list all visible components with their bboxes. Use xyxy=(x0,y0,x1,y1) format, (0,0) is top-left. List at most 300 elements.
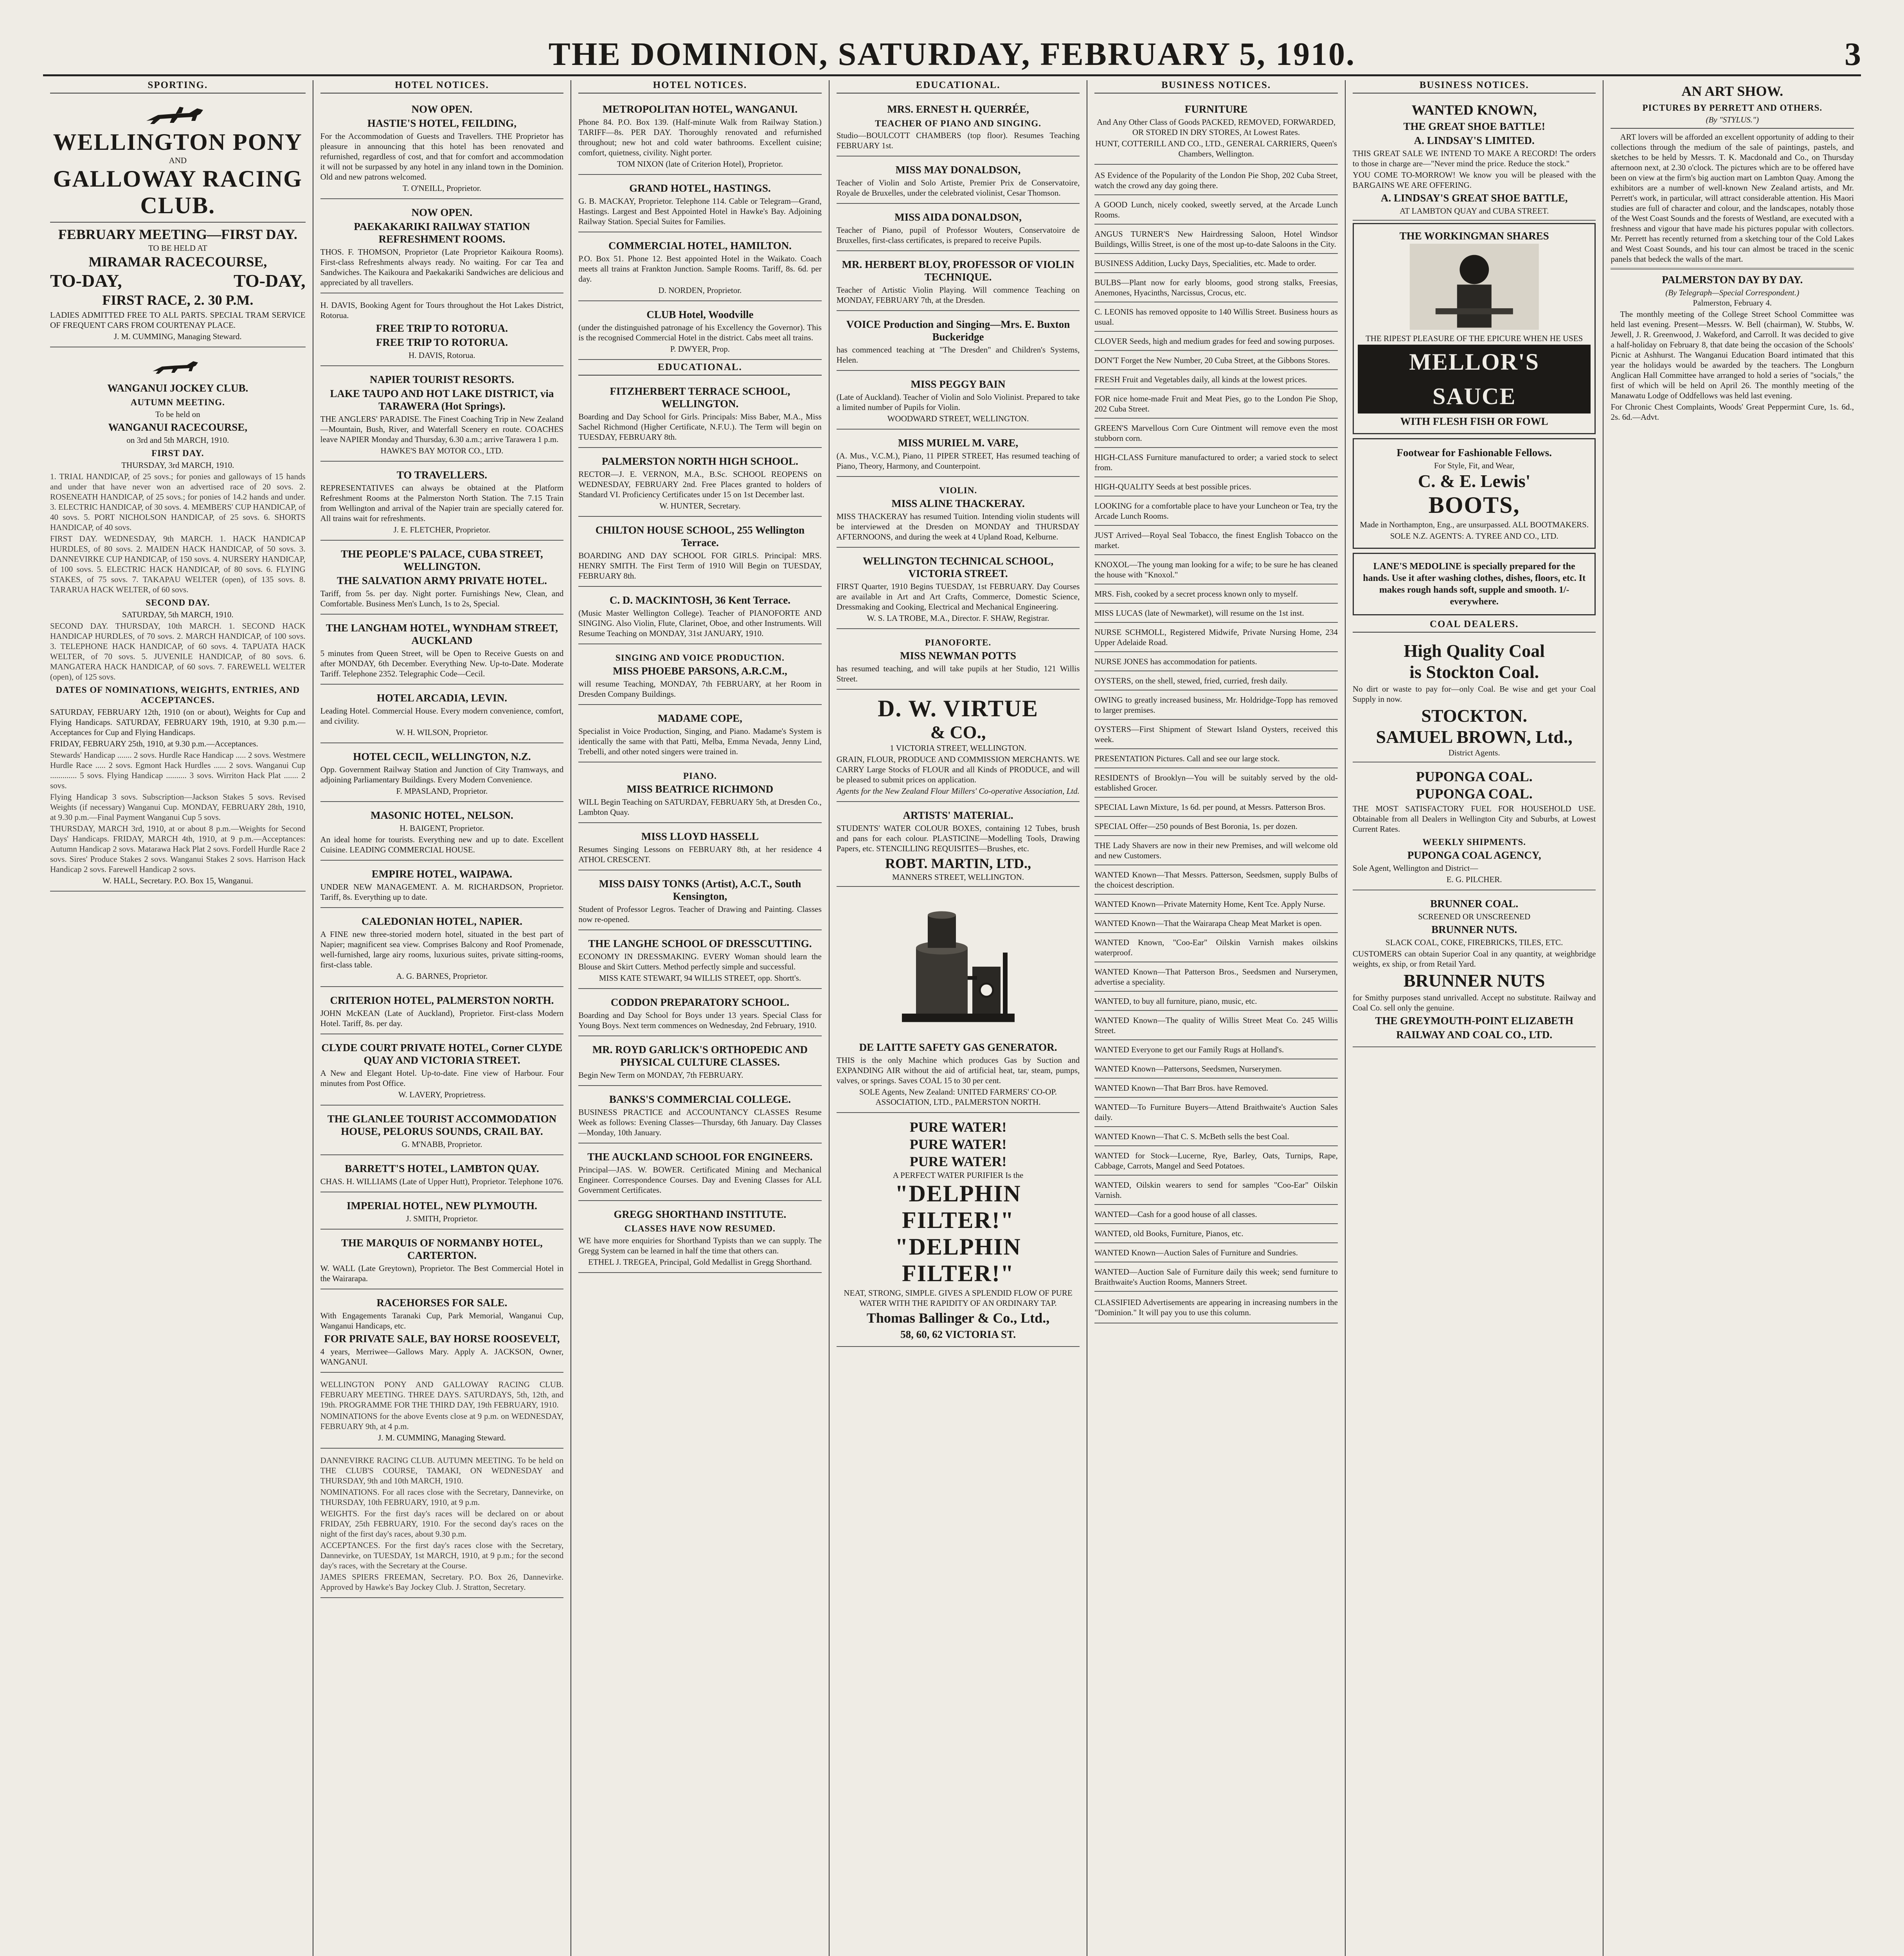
ad-heading: PUPONGA COAL. xyxy=(1416,769,1533,784)
company-name: A. LINDSAY'S GREAT SHOE BATTLE, xyxy=(1380,192,1568,204)
wanganui-course: WANGANUI RACECOURSE, xyxy=(108,421,248,433)
ad-heading: CLASSES HAVE NOW RESUMED. xyxy=(624,1224,776,1233)
classified-item: DON'T Forget the New Number, 20 Cuba Street, at the Gibbons Stores. xyxy=(1094,352,1338,370)
ad-body: And Any Other Class of Goods PACKED, REMOVED, FORWARDED, OR STORED IN DRY STORES, At Lowest Rates. xyxy=(1097,117,1336,137)
article-body: ART lovers will be afforded an excellent opportunity of adding to their collections through the medium of the sale of paintings, pastels, and sketches to be held by Messrs. T. K. Macdonald and Co., on Thursday afternoon next, at 2.30 o'clock. The pictures which are to be offered have been on view at the firm's big auction mart on Lambton Quay. Among the exhibitors are a number of well-known New Zealand artists, and Mr. Perrett's work, in particular, will attract considerable attention. His Maori studies are full of character and colour, and the landscapes, notably those of the West Coast Sounds and the forests of Westland, are executed with a freshness and vigour that have made his pictures popular with collectors. Mr. Perrett has recently returned from a sketching tour of the Cold Lakes and West Coast Sounds, and his tour can almost be traced in the scenic panels that bedeck the walls of the mart. xyxy=(1611,132,1854,264)
school-name: CODDON PREPARATORY SCHOOL. xyxy=(610,996,790,1008)
held-at: TO BE HELD AT xyxy=(148,243,207,253)
classified-item: SPECIAL Lawn Mixture, 1s 6d. per pound, at Messrs. Patterson Bros. xyxy=(1094,799,1338,817)
section-heading: COAL DEALERS. xyxy=(1353,619,1596,633)
ad-body: G. B. MACKAY, Proprietor. Telephone 114. Cable or Telegram—Grand, Hastings. Largest and Best Appointed Hotel in Hawke's Bay. Adjoining Railway Station. Special Suites for Families. xyxy=(578,196,822,226)
teacher-name: VOICE Production and Singing—Mrs. E. Buxton Buckeridge xyxy=(846,318,1070,343)
pony-club-programme: WELLINGTON PONY AND GALLOWAY RACING CLUB. FEBRUARY MEETING. THREE DAYS. SATURDAYS, 5th, 12th, and 19th. PROGRAMME FOR THE THIRD DAY, 19th FEBRUARY, 1910. xyxy=(320,1380,564,1409)
school-name: MR. ROYD GARLICK'S ORTHOPEDIC AND PHYSICAL CULTURE CLASSES. xyxy=(592,1044,808,1068)
classified-item: A GOOD Lunch, nicely cooked, sweetly served, at the Arcade Lunch Rooms. xyxy=(1094,196,1338,225)
stockton-coal-ad xyxy=(1353,637,1596,762)
classified-item: WANTED for Stock—Lucerne, Rye, Barley, Oats, Turnips, Rape, Cabbage, Carrots, Mangel and Seed Potatoes. xyxy=(1094,1147,1338,1176)
ad-heading: PIANO. xyxy=(683,771,717,781)
race-list: 1. TRIAL HANDICAP, of 25 sovs.; for ponies and galloways of 15 hands and under that have never won an advertised race of 20 sovs. 2. ROSENEATH HANDICAP, of 25 sovs.; for ponies of 14.2 hands and under. 3. ELECTRIC HANDICAP, of 30 sovs. 4. MEMBERS' CUP HANDICAP, of 40 sovs. 5. PORT NICHOLSON HANDICAP, of 25 sovs. 6. SHORTS HANDICAP, of 40 sovs. xyxy=(50,472,306,532)
teacher-name: MISS MAY DONALDSON, xyxy=(895,164,1021,176)
classified-item: HIGH-CLASS Furniture manufactured to order; a varied stock to select from. xyxy=(1094,449,1338,477)
company-name: D. W. VIRTUE xyxy=(878,696,1039,721)
teacher-name: MISS DAISY TONKS (Artist), A.C.T., South Kensington, xyxy=(599,878,801,902)
ad-signature: H. BAIGENT, Proprietor. xyxy=(400,823,484,833)
product-name: BRUNNER NUTS xyxy=(1403,971,1545,991)
first-day-heading: FIRST DAY. xyxy=(151,448,204,458)
club-name-and: AND xyxy=(169,156,187,165)
ad-body: BOARDING AND DAY SCHOOL FOR GIRLS. Principal: MRS. HENRY SMITH. The First Term of 1910 Will Begin on TUESDAY, FEBRUARY 8th. xyxy=(578,551,822,581)
ad-body: Teacher of Artistic Violin Playing. Will commence Teaching on MONDAY, FEBRUARY 7th, at the Dresden. xyxy=(836,285,1080,305)
hotel-name: PAEKAKARIKI RAILWAY STATION REFRESHMENT ROOMS. xyxy=(354,221,530,245)
advertisement-line: For Chronic Chest Complaints, Woods' Great Peppermint Cure, 1s. 6d., 2s. 6d.—Advt. xyxy=(1611,402,1854,422)
classified-item: JUST Arrived—Royal Seal Tobacco, the finest English Tobacco on the market. xyxy=(1094,527,1338,555)
column-heading: HOTEL NOTICES. xyxy=(578,80,822,93)
ad-signature: SOLE Agents, New Zealand: UNITED FARMERS' CO-OP. ASSOCIATION, LTD., PALMERSTON NORTH. xyxy=(859,1087,1057,1107)
ad-signature: G. M'NABB, Proprietor. xyxy=(401,1140,482,1149)
classified-list xyxy=(1094,167,1338,1292)
ad-heading: FREE TRIP TO ROTORUA. xyxy=(376,336,508,348)
ad-signature: A. G. BARNES, Proprietor. xyxy=(396,971,488,981)
ad-signature: P. DWYER, Prop. xyxy=(670,344,730,354)
wanganui-held: To be held on xyxy=(155,410,200,419)
hotel-name: THE MARQUIS OF NORMANBY HOTEL, CARTERTON. xyxy=(341,1237,543,1261)
classified-item: PRESENTATION Pictures. Call and see our large stock. xyxy=(1094,750,1338,768)
article-byline: (By "STYLUS.") xyxy=(1706,115,1759,124)
product-name: SAUCE xyxy=(1358,379,1591,413)
classified-item: WANTED, to buy all furniture, piano, music, etc. xyxy=(1094,993,1338,1011)
school-name: GREGG SHORTHAND INSTITUTE. xyxy=(614,1208,786,1220)
ad-body: CHAS. H. WILLIAMS (Late of Upper Hutt), Proprietor. Telephone 1076. xyxy=(320,1177,563,1186)
ad-body: Specialist in Voice Production, Singing, and Piano. Madame's System is identically the same with that Patti, Melba, Emma Nevada, Jenny Lind, Trebelli, and other noted singers were trained in. xyxy=(578,726,822,756)
school-name: FITZHERBERT TERRACE SCHOOL, WELLINGTON. xyxy=(610,385,790,410)
ad-heading: PURE WATER! xyxy=(909,1119,1007,1135)
school-name: BANKS'S COMMERCIAL COLLEGE. xyxy=(609,1093,791,1105)
club-name-line1: WELLINGTON PONY xyxy=(53,129,302,155)
hotel-name: HOTEL ARCADIA, LEVIN. xyxy=(376,692,507,704)
classified-item: WANTED Known—That the Wairarapa Cheap Meat Market is open. xyxy=(1094,915,1338,933)
ad-signature: District Agents. xyxy=(1448,748,1500,757)
race-list: FIRST DAY. WEDNESDAY, 9th MARCH. 1. HACK HANDICAP HURDLES, of 80 sovs. 2. MAIDEN HACK HANDICAP, of 50 sovs. 3. DANNEVIRKE CUP HANDICAP, of 150 sovs. 4. NURSERY HANDICAP, of 100 sovs. 5. ELECTRIC HACK HANDICAP, of 80 sovs. 6. FLYING STAKES, of 75 sovs. 7. TAKAPAU WELTER (open), of 135 sovs. 8. TARARUA HACK WELTER, of 60 sovs. xyxy=(50,534,306,594)
school-name: PALMERSTON NORTH HIGH SCHOOL. xyxy=(601,455,799,467)
hotel-name: THE LANGHAM HOTEL, WYNDHAM STREET, AUCKLAND xyxy=(326,622,558,646)
ad-body: THOS. F. THOMSON, Proprietor (Late Proprietor Kaikoura Rooms). First-class Refreshments always ready. No waiting. For car Tea and Sandwiches. The Kaikoura and Paekakariki Sandwiches are delicious and appreciated by all travellers. xyxy=(320,247,564,287)
ad-signature: E. G. PILCHER. xyxy=(1446,875,1502,884)
first-race-time: FIRST RACE, 2. 30 P.M. xyxy=(102,292,254,308)
newspaper-title: THE DOMINION, SATURDAY, FEBRUARY 5, 1910. xyxy=(548,36,1356,72)
racecourse-name: MIRAMAR RACECOURSE, xyxy=(88,254,267,270)
ad-heading: DE LAITTE SAFETY GAS GENERATOR. xyxy=(859,1041,1057,1053)
hotel-name: COMMERCIAL HOTEL, HAMILTON. xyxy=(608,240,792,252)
ad-body: CLASSIFIED Advertisements are appearing in increasing numbers in the "Dominion." It will pay you to use this column. xyxy=(1094,1298,1338,1317)
ad-heading: PURE WATER! xyxy=(909,1154,1007,1169)
ad-body: Leading Hotel. Commercial House. Every modern convenience, comfort, and civility. xyxy=(320,706,564,726)
ad-body: THIS is the only Machine which produces Gas by Suction and EXPANDING AIR without the aid of artificial heat, tar, steam, pumps, valves, or springs. Saves COAL 15 to 30 per cent. xyxy=(836,1055,1080,1085)
ad-heading: NOW OPEN. xyxy=(411,207,473,218)
company-name: PUPONGA COAL AGENCY, xyxy=(1407,849,1541,861)
classified-item: WANTED Known—That Patterson Bros., Seedsmen and Nurserymen, advertise a speciality. xyxy=(1094,964,1338,992)
hotel-name: CALEDONIAN HOTEL, NAPIER. xyxy=(361,915,522,927)
ad-subheading: For Style, Fit, and Wear, xyxy=(1434,461,1515,470)
ad-subheading: A. LINDSAY'S LIMITED. xyxy=(1414,135,1535,146)
company-address: MANNERS STREET, WELLINGTON. xyxy=(892,872,1024,882)
column-business-2 xyxy=(1346,80,1604,1956)
column-heading: BUSINESS NOTICES. xyxy=(1353,80,1596,93)
article-body: The monthly meeting of the College Street School Committee was held last evening. Present—Messrs. W. Bell (chairman), W. Stubbs, W. Jewell, J. R. Greenwood, J. Wakeford, and Carroll. It was decided to give a half-holiday on February 8, that date being the occasion of the Schools' Picnic at Ashhurst. The Wanganui Education Board intimated that this year the holidays would be awarded by the teachers. The Longburn Anglican Hall Committee have arranged to hold a series of "socials," the first of which will be held on April 26. The monthly meeting of the Manawatu Lodge of Oddfellows was held last evening. xyxy=(1611,309,1854,400)
racehorse-icon xyxy=(139,101,217,129)
classified-item: RESIDENTS of Brooklyn—You will be suitably served by the old-established Grocer. xyxy=(1094,769,1338,798)
ad-body: YOU COME TO-MORROW! We know you will be pleased with the BARGAINS WE ARE OFFERING. xyxy=(1352,170,1596,190)
ad-signature: W. LAVERY, Proprietress. xyxy=(398,1090,486,1099)
classified-item: BUSINESS Addition, Lucky Days, Specialities, etc. Made to order. xyxy=(1094,255,1338,273)
ad-signature: WOODWARD STREET, WELLINGTON. xyxy=(887,414,1029,423)
second-day-heading: SECOND DAY. xyxy=(146,598,210,608)
hotel-name: CLUB Hotel, Woodville xyxy=(646,309,754,320)
ad-signature: J. E. FLETCHER, Proprietor. xyxy=(393,525,491,534)
brunner-coal-ad xyxy=(1353,893,1596,1047)
ad-heading: ARTISTS' MATERIAL. xyxy=(903,809,1013,821)
school-name: THE AUCKLAND SCHOOL FOR ENGINEERS. xyxy=(587,1151,813,1163)
teacher-name: MISS NEWMAN POTTS xyxy=(900,650,1017,662)
hotel-name: METROPOLITAN HOTEL, WANGANUI. xyxy=(602,103,798,115)
puponga-coal-ad xyxy=(1353,765,1596,890)
wanganui-title: WANGANUI JOCKEY CLUB. xyxy=(107,382,248,394)
wellington-pony-ad xyxy=(50,98,306,347)
ad-heading: FURNITURE xyxy=(1184,103,1248,115)
nominations-close: NOMINATIONS for the above Events close at 9 p.m. on WEDNESDAY, FEBRUARY 9th, at 4 p.m. xyxy=(320,1411,564,1431)
section-heading: EDUCATIONAL. xyxy=(578,362,822,376)
classified-item: NURSE SCHMOLL, Registered Midwife, Private Nursing Home, 234 Upper Adelaide Road. xyxy=(1094,624,1338,652)
ad-signature: J. SMITH, Proprietor. xyxy=(406,1214,478,1223)
ad-body: (A. Mus., V.C.M.), Piano, 11 PIPER STREET, Has resumed teaching of Piano, Theory, Harmony, and Counterpoint. xyxy=(836,451,1080,471)
ad-signature: TOM NIXON (late of Criterion Hotel), Proprietor. xyxy=(617,159,783,169)
nominations-body: SATURDAY, FEBRUARY 12th, 1910 (on or about), Weights for Cup and Flying Handicaps. SATURDAY, FEBRUARY 19th, 1910, at 9.30 p.m.—Acceptances for Cup and Flying Handicaps. xyxy=(50,707,306,737)
classified-item: WANTED Known—Auction Sales of Furniture and Sundries. xyxy=(1094,1244,1338,1262)
lewis-boots-ad xyxy=(1353,438,1596,549)
company-address: 1 VICTORIA STREET, WELLINGTON. xyxy=(890,743,1026,753)
classified-item: WANTED Known—The quality of Willis Street Meat Co. 245 Willis Street. xyxy=(1094,1012,1338,1040)
ad-subheading: WEEKLY SHIPMENTS. xyxy=(1422,837,1526,847)
ad-body: Principal—JAS. W. BOWER. Certificated Mining and Mechanical Engineer. Correspondence Courses. Day and Evening Classes for ALL Government Certificates. xyxy=(578,1165,822,1195)
ad-body: Tariff, from 5s. per day. Night porter. Furnishings New, Clean, and Comfortable. Business Men's Lunch, 1s to 2s, Special. xyxy=(320,589,564,608)
hotel-name: HASTIE'S HOTEL, FEILDING, xyxy=(367,117,516,129)
product-name: BOOTS, xyxy=(1428,492,1520,518)
ad-body: FIRST Quarter, 1910 Begins TUESDAY, 1st FEBRUARY. Day Courses are available in Art and Art Crafts, Commerce, Domestic Science, Dressmaking and Cooking, Electrical and Mechanical Engineering. xyxy=(836,582,1080,611)
lanes-medoline-ad xyxy=(1353,553,1596,615)
teacher-name: MR. HERBERT BLOY, PROFESSOR OF VIOLIN TECHNIQUE. xyxy=(842,259,1074,283)
hotel-name: THE GLANLEE TOURIST ACCOMMODATION HOUSE, PELORUS SOUNDS, CRAIL BAY. xyxy=(327,1113,557,1137)
ad-heading: VIOLIN. xyxy=(939,485,977,495)
classified-item: BULBS—Plant now for early blooms, good strong stalks, Freesias, Anemones, Hyacinths, Narcissus, Crocus, etc. xyxy=(1094,274,1338,302)
column-heading: EDUCATIONAL. xyxy=(837,80,1080,93)
classified-item: MRS. Fish, cooked by a secret process known only to myself. xyxy=(1094,586,1338,604)
hotel-name: EMPIRE HOTEL, WAIPAWA. xyxy=(371,868,512,880)
programme-list: Stewards' Handicap ....... 2 sovs. Hurdle Race Handicap ..... 2 sovs. Westmere Hurdle Race ..... 2 sovs. Egmont Hack Hurdles ...... 2 sovs. Wanganui Cup ............. 5 sovs. Flying Handicap .......... 3 sovs. Wirriton Hack Plat ....... 2 sovs. xyxy=(50,750,306,790)
column-educational xyxy=(830,80,1088,1956)
ad-signature: HAWKE'S BAY MOTOR CO., LTD. xyxy=(380,446,504,455)
lindsay-ad xyxy=(1353,98,1596,221)
ad-subheading: THE SALVATION ARMY PRIVATE HOTEL. xyxy=(337,575,547,586)
ad-body: THE MOST SATISFACTORY FUEL FOR HOUSEHOLD USE. Obtainable from all Dealers in Wellington City and Suburbs, at Lowest Current Rates. xyxy=(1352,804,1596,834)
teacher-name: MISS PHOEBE PARSONS, A.R.C.M., xyxy=(613,665,787,677)
ad-body: W. WALL (Late Greytown), Proprietor. The Best Commercial Hotel in the Wairarapa. xyxy=(320,1264,564,1283)
ad-heading: is Stockton Coal. xyxy=(1409,662,1539,682)
teacher-name: MISS PEGGY BAIN xyxy=(911,378,1006,390)
today-right: TO-DAY, xyxy=(233,271,306,291)
dannevirke-acceptances: ACCEPTANCES. For the first day's races close with the Secretary, Dannevirke, on TUESDAY, 1st MARCH, 1910, at 9 p.m.; for the second day's races, with the Secretary at the Course. xyxy=(320,1541,564,1570)
ad-subheading: SCREENED OR UNSCREENED xyxy=(1418,912,1531,921)
classified-item: CLOVER Seeds, high and medium grades for feed and sowing purposes. xyxy=(1094,333,1338,351)
column-business-1 xyxy=(1087,80,1346,1956)
ad-signature: SOLE N.Z. AGENTS: A. TYREE AND CO., LTD. xyxy=(1390,531,1558,541)
teacher-name: MISS MURIEL M. VARE, xyxy=(898,437,1019,449)
classified-item: GREEN'S Marvellous Corn Cure Ointment will remove even the most stubborn corn. xyxy=(1094,420,1338,448)
ad-heading: WANTED KNOWN, xyxy=(1411,102,1537,118)
ad-body: BUSINESS PRACTICE and ACCOUNTANCY CLASSES Resume Week as follows: Evening Classes—Thursday, 6th January. Day Classes—Monday, 10th January. xyxy=(578,1107,822,1137)
ad-signature: HUNT, COTTERILL AND CO., LTD., GENERAL CARRIERS, Queen's Chambers, Wellington. xyxy=(1095,139,1337,158)
ad-body: A New and Elegant Hotel. Up-to-date. Fine view of Harbour. Four minutes from Post Office. xyxy=(320,1068,564,1088)
racehorse-icon xyxy=(146,353,209,380)
ad-signature: W. S. LA TROBE, M.A., Director. F. SHAW, Registrar. xyxy=(867,613,1049,623)
classified-item: SPECIAL Offer—250 pounds of Best Boronia, 1s. per dozen. xyxy=(1094,818,1338,836)
ladies-notice: LADIES ADMITTED FREE TO ALL PARTS. SPECIAL TRAM SERVICE OF FREQUENT CARS FROM COURTENAY PLACE. xyxy=(50,310,306,330)
classified-item: WANTED Known—Private Maternity Home, Kent Tce. Apply Nurse. xyxy=(1094,896,1338,914)
workman-illustration xyxy=(1358,244,1591,330)
ad-body: Teacher of Piano, pupil of Professor Wouters, Conservatoire de Bruxelles, first-class certificates, is prepared to receive Pupils. xyxy=(836,225,1080,245)
ad-signature: W. H. WILSON, Proprietor. xyxy=(396,728,488,737)
ad-body: Boarding and Day School for Boys under 13 years. Special Class for Young Boys. Next term commences on Wednesday, 2nd February, 1910. xyxy=(578,1010,822,1030)
ad-heading: Footwear for Fashionable Fellows. xyxy=(1397,447,1552,458)
ad-body: (Music Master Wellington College). Teacher of PIANOFORTE AND SINGING. Also Violin, Flute, Clarinet, Oboe, and other Instruments. Will Resume Teaching on MONDAY, 31st JANUARY, 1910. xyxy=(578,608,822,638)
classified-item: FRESH Fruit and Vegetables daily, all kinds at the lowest prices. xyxy=(1094,371,1338,389)
teacher-name: MISS AIDA DONALDSON, xyxy=(894,211,1022,223)
ad-subheading: THE RIPEST PLEASURE OF THE EPICURE WHEN HE USES xyxy=(1365,334,1583,343)
ad-body: UNDER NEW MANAGEMENT. A. M. RICHARDSON, Proprietor. Tariff, 8s. Everything up to date. xyxy=(320,882,564,902)
wanganui-jockey-club-ad xyxy=(50,350,306,892)
virtue-ad xyxy=(837,692,1080,802)
school-name: THE LANGHE SCHOOL OF DRESSCUTTING. xyxy=(588,938,812,949)
hotel-name: NAPIER TOURIST RESORTS. xyxy=(369,374,514,385)
ad-heading: RACEHORSES FOR SALE. xyxy=(376,1297,507,1309)
ad-body: 4 years, Merriwee—Gallows Mary. Apply A. JACKSON, Owner, WANGANUI. xyxy=(320,1347,564,1366)
ad-heading: BRUNNER NUTS. xyxy=(1431,924,1517,935)
classified-item: OYSTERS, on the shell, stewed, fried, curried, fresh daily. xyxy=(1094,672,1338,690)
ad-heading: THE WORKINGMAN SHARES xyxy=(1399,230,1549,242)
article-dateline: Palmerston, February 4. xyxy=(1693,298,1772,307)
ad-body: Resumes Singing Lessons on FEBRUARY 8th, at her residence 4 ATHOL CRESCENT. xyxy=(578,845,822,864)
teacher-name: MISS ALINE THACKERAY. xyxy=(891,498,1025,509)
company-name: ROBT. MARTIN, LTD., xyxy=(885,856,1031,871)
wanganui-dates: on 3rd and 5th MARCH, 1910. xyxy=(126,435,229,445)
classified-item: WANTED—Cash for a good house of all classes. xyxy=(1094,1206,1338,1224)
ad-signature: T. O'NEILL, Proprietor. xyxy=(402,183,481,193)
column-art-show xyxy=(1603,80,1861,1956)
ad-heading: SINGING AND VOICE PRODUCTION. xyxy=(615,653,785,663)
column-sporting xyxy=(43,80,313,1956)
product-name: STOCKTON. xyxy=(1421,706,1527,726)
ad-signature: ETHEL J. TREGEA, Principal, Gold Medallist in Gregg Shorthand. xyxy=(588,1257,812,1267)
ad-heading: BRUNNER COAL. xyxy=(1430,898,1519,910)
ad-body: for Smithy purposes stand unrivalled. Accept no substitute. Railway and Coal Co. sell only the genuine. xyxy=(1352,993,1596,1012)
ad-body: An ideal home for tourists. Everything new and up to date. Excellent Cuisine. LEADING COMMERCIAL HOUSE. xyxy=(320,835,564,854)
classified-item: WANTED Everyone to get our Family Rugs at Holland's. xyxy=(1094,1041,1338,1059)
product-name: MELLOR'S xyxy=(1358,345,1591,379)
school-name: CHILTON HOUSE SCHOOL, 255 Wellington Terrace. xyxy=(595,524,805,548)
ad-body: Studio—BOULCOTT CHAMBERS (top floor). Resumes Teaching FEBRUARY 1st. xyxy=(836,131,1080,150)
classified-item: WANTED—Auction Sale of Furniture daily this week; send furniture to Braithwaite's Auction Rooms, Manners Street. xyxy=(1094,1264,1338,1292)
ad-body: P.O. Box 51. Phone 12. Best appointed Hotel in the Waikato. Coach meets all trains at Frankton Junction. Sample Rooms. Tariff, 8s. 6d. per day. xyxy=(578,254,822,284)
teacher-name: MADAME COPE, xyxy=(657,712,742,724)
article-subtitle: PICTURES BY PERRETT AND OTHERS. xyxy=(1642,103,1823,113)
column-heading: SPORTING. xyxy=(50,80,306,93)
dannevirke-secretary: JAMES SPIERS FREEMAN, Secretary. P.O. Box 26, Dannevirke. Approved by Hawke's Bay Jockey Club. J. Stratton, Secretary. xyxy=(320,1572,564,1592)
ad-body: (under the distinguished patronage of his Excellency the Governor). This is the recognised Commercial Hotel in the district. Cabs meet all trains. xyxy=(578,323,822,342)
column-hotels-2 xyxy=(571,80,830,1956)
nominations-heading: DATES OF NOMINATIONS, WEIGHTS, ENTRIES, AND ACCEPTANCES. xyxy=(56,685,300,705)
ad-body: Teacher of Violin and Solo Artiste, Premier Prix de Conservatoire, Royale de Bruxelles, under the celebrated violinist, Cesar Thomson. xyxy=(836,178,1080,198)
classified-item: KNOXOL—The young man looking for a wife; to be sure he has cleaned the house with "Knoxol." xyxy=(1094,556,1338,584)
teacher-name: C. D. MACKINTOSH, 36 Kent Terrace. xyxy=(609,594,791,606)
ad-subheading: THE GREAT SHOE BATTLE! xyxy=(1403,120,1545,132)
ad-subheading: A PERFECT WATER PURIFIER Is the xyxy=(893,1170,1024,1180)
classified-item: WANTED Known—That Barr Bros. have Removed. xyxy=(1094,1080,1338,1098)
hotel-name: CRITERION HOTEL, PALMERSTON NORTH. xyxy=(330,994,554,1006)
classified-item: C. LEONIS has removed opposite to 140 Willis Street. Business hours as usual. xyxy=(1094,304,1338,332)
gas-generator-illustration xyxy=(888,896,1029,1037)
ad-body: Sole Agent, Wellington and District— xyxy=(1352,863,1478,873)
teacher-name: MISS BEATRICE RICHMOND xyxy=(626,783,774,795)
dannevirke-weights: WEIGHTS. For the first day's races will be declared on or about FRIDAY, 25th FEBRUARY, 1910. For the second day's races on the night of the first day's races, about 9.30 p.m. xyxy=(320,1509,564,1539)
ad-heading: TO TRAVELLERS. xyxy=(396,469,487,481)
page-number: 3 xyxy=(1845,36,1861,72)
acceptances-line: FRIDAY, FEBRUARY 25th, 1910, at 9.30 p.m.—Acceptances. xyxy=(50,739,258,748)
column-hotels-1 xyxy=(313,80,572,1956)
ad-heading: FOR PRIVATE SALE, BAY HORSE ROOSEVELT, xyxy=(324,1333,560,1345)
teacher-name: MRS. ERNEST H. QUERRÉE, xyxy=(887,103,1029,115)
hotel-name: IMPERIAL HOTEL, NEW PLYMOUTH. xyxy=(347,1200,537,1212)
ad-body: has commenced teaching at "The Dresden" and Children's Systems, Helen. xyxy=(836,345,1080,365)
classified-item: MISS LUCAS (late of Newmarket), will resume on the 1st inst. xyxy=(1094,605,1338,623)
company-name: SAMUEL BROWN, Ltd., xyxy=(1376,727,1573,747)
gas-generator-ad xyxy=(837,889,1080,1113)
masthead xyxy=(43,35,1861,76)
ad-body: H. DAVIS, Booking Agent for Tours throughout the Hot Lakes District, Rotorua. xyxy=(320,300,564,320)
hotel-name: THE PEOPLE'S PALACE, CUBA STREET, WELLINGTON. xyxy=(341,548,543,572)
classified-item: ANGUS TURNER'S New Hairdressing Saloon, Hotel Windsor Buildings, Willis Street, is one of the most up-to-date Saloons in the City. xyxy=(1094,226,1338,254)
meeting-title: FEBRUARY MEETING—FIRST DAY. xyxy=(58,227,297,242)
ad-body: LANE'S MEDOLINE is specially prepared for the hands. Use it after washing clothes, dishes, floors, etc. It makes rough hands soft, supple and smooth. 1/- everywhere. xyxy=(1363,561,1586,607)
ad-body: (Late of Auckland). Teacher of Violin and Solo Violinist. Prepared to take a limited number of Pupils for Violin. xyxy=(836,392,1080,412)
company-name: C. & E. Lewis' xyxy=(1418,471,1531,491)
ad-heading: NOW OPEN. xyxy=(411,103,473,115)
ad-subheading: LAKE TAUPO AND HOT LAKE DISTRICT, via TARAWERA (Hot Springs). xyxy=(330,388,554,412)
ad-body: WILL Begin Teaching on SATURDAY, FEBRUARY 5th, at Dresden Co., Lambton Quay. xyxy=(578,797,822,817)
ad-body: NEAT, STRONG, SIMPLE. GIVES A SPLENDID FLOW OF PURE WATER WITH THE RAPIDITY OF AN ORDINARY TAP. xyxy=(844,1288,1073,1308)
managing-steward: J. M. CUMMING, Managing Steward. xyxy=(113,332,242,341)
ad-body: JOHN McKEAN (Late of Auckland), Proprietor. First-class Modern Hotel. Tariff, 8s. per day. xyxy=(320,1009,564,1028)
column-heading: BUSINESS NOTICES. xyxy=(1094,80,1338,93)
race-list: SECOND DAY. THURSDAY, 10th MARCH. 1. SECOND HACK HANDICAP HURDLES, of 70 sovs. 2. MARCH HANDICAP, of 100 sovs. 3. TELEPHONE HACK HANDICAP, of 60 sovs. 4. TAPUATA HACK WELTER, of 70 sovs. 5. JUVENILE HANDICAP, of 80 sovs. 6. MANGATERA HACK HANDICAP, of 60 sovs. 7. FAREWELL WELTER (open), of 125 sovs. xyxy=(50,621,306,681)
delphin-filter-ad xyxy=(837,1115,1080,1347)
ad-body: STUDENTS' WATER COLOUR BOXES, containing 12 Tubes, brush and pans for each colour. PLASTICINE—Modelling Tools, Drawing Papers, etc. STENCILLING REQUISITES—Brushes, etc. xyxy=(836,823,1080,853)
classified-item: FOR nice home-made Fruit and Meat Pies, go to the London Pie Shop, 202 Cuba Street. xyxy=(1094,390,1338,419)
ad-body: Begin New Term on MONDAY, 7th FEBRUARY. xyxy=(578,1070,743,1080)
first-day-date: THURSDAY, 3rd MARCH, 1910. xyxy=(121,460,234,470)
teacher-name: MISS LLOYD HASSELL xyxy=(641,831,759,842)
article-byline: (By Telegraph—Special Correspondent.) xyxy=(1665,288,1800,297)
ad-heading: PURE WATER! xyxy=(909,1136,1007,1152)
ad-body: Student of Professor Legros. Teacher of Drawing and Painting. Classes now re-opened. xyxy=(578,904,822,924)
ad-heading: PIANOFORTE. xyxy=(925,638,992,647)
subscription-list: THURSDAY, MARCH 3rd, 1910, at or about 8 p.m.—Weights for Second Days' Handicaps. FRIDAY, MARCH 4th, 1910, at 9 p.m.—Acceptances: Autumn Handicap 2 sovs. Matarawa Hack Plat 2 sovs. Fordell Hurdle Race 2 sovs. Sires' Produce Stakes 2 sovs. Wanganui Stakes 2 sovs. Harrison Hack Handicap 2 sovs. Farewell Handicap 2 sovs. xyxy=(50,824,306,874)
classified-item: HIGH-QUALITY Seeds at best possible prices. xyxy=(1094,478,1338,496)
ad-body: No dirt or waste to pay for—only Coal. Be wise and get your Coal Supply in now. xyxy=(1352,684,1596,704)
ad-body: RECTOR—J. E. VERNON, M.A., B.Sc. SCHOOL REOPENS on WEDNESDAY, FEBRUARY 2nd. Free Places granted to holders of Standard VI. Proficiency Certificates under 15 on 1st December last. xyxy=(578,469,822,499)
classified-item: OWING to greatly increased business, Mr. Holdridge-Topp has removed to larger premises. xyxy=(1094,692,1338,720)
ad-body: REPRESENTATIVES can always be obtained at the Platform Refreshment Rooms at the Palmerston North Station. The 7.15 Train from Wellington and arrival of the Napier train are specially catered for. All trains wait for refreshments. xyxy=(320,483,564,523)
dannevirke-club: DANNEVIRKE RACING CLUB. AUTUMN MEETING. To be held on THE CLUB'S COURSE, TAMAKI, ON WEDNESDAY and THURSDAY, 9th and 10th MARCH, 1910. xyxy=(320,1456,564,1485)
ad-signature: J. M. CUMMING, Managing Steward. xyxy=(378,1433,506,1442)
hotel-name: MASONIC HOTEL, NELSON. xyxy=(371,809,513,821)
ad-heading: High Quality Coal xyxy=(1404,641,1545,661)
ad-heading: PUPONGA COAL. xyxy=(1416,786,1533,802)
company-name: THE GREYMOUTH-POINT ELIZABETH xyxy=(1375,1015,1573,1027)
ad-body: 5 minutes from Queen Street, will be Open to Receive Guests on and after MONDAY, 6th December. Everything New. Up-to-Date. Moderate Tariff. Telephone 2352. Telegraphic Code—Cecil. xyxy=(320,649,564,678)
columns xyxy=(43,80,1861,1956)
ad-signature: Agents for the New Zealand Flour Millers' Co-operative Association, Ltd. xyxy=(837,786,1080,796)
article-title: AN ART SHOW. xyxy=(1681,83,1783,99)
product-name: "DELPHIN FILTER!" xyxy=(895,1181,1021,1233)
classified-item: NURSE JONES has accommodation for patients. xyxy=(1094,653,1338,671)
ad-body: For the Accommodation of Guests and Travellers. THE Proprietor has pleasure in announcing that this hotel has been renovated and refurnished, regardless of cost, and that for comfort and accommodation it will not be surpassed by any hotel in any inland town in the Dominion. Old and new patrons welcomed. xyxy=(320,131,564,182)
ad-body: CUSTOMERS can obtain Superior Coal in any quantity, at weighbridge weights, ex ship, or from Retail Yard. xyxy=(1352,949,1596,969)
wanganui-meeting: AUTUMN MEETING. xyxy=(130,397,225,407)
ad-signature: W. HUNTER, Secretary. xyxy=(659,501,741,511)
classified-item: LOOKING for a comfortable place to have your Luncheon or Tea, try the Arcade Lunch Rooms. xyxy=(1094,498,1338,526)
ad-body: ECONOMY IN DRESSMAKING. EVERY Woman should learn the Blouse and Skirt Cutters. Method perfectly simple and successful. xyxy=(578,952,822,971)
ad-body: Made in Northampton, Eng., are unsurpassed. ALL BOOTMAKERS. xyxy=(1360,520,1589,529)
ad-body: With Engagements Taranaki Cup, Park Memorial, Wanganui Cup, Wanganui Handicaps, etc. xyxy=(320,1311,564,1330)
school-name: WELLINGTON TECHNICAL SCHOOL, VICTORIA STREET. xyxy=(862,555,1054,579)
mellors-sauce-ad xyxy=(1353,223,1596,434)
hotel-name: HOTEL CECIL, WELLINGTON, N.Z. xyxy=(353,751,531,762)
classified-item: THE Lady Shavers are now in their new Premises, and will welcome old and new Customers. xyxy=(1094,837,1338,865)
ad-body: WE have more enquiries for Shorthand Typists than we can supply. The Gregg System can be learned in half the time that others can. xyxy=(578,1236,822,1255)
ad-signature: F. MPASLAND, Proprietor. xyxy=(396,786,488,796)
ad-body: GRAIN, FLOUR, PRODUCE AND COMMISSION MERCHANTS. WE CARRY Large Stocks of FLOUR and all Kinds of PRODUCE, and will be pleased to submit prices on application. xyxy=(836,755,1080,784)
column-heading: HOTEL NOTICES. xyxy=(320,80,564,93)
classified-item: WANTED Known, "Coo-Ear" Oilskin Varnish makes oilskins waterproof. xyxy=(1094,934,1338,962)
company-address: AT LAMBTON QUAY and CUBA STREET. xyxy=(1400,206,1549,216)
company-name: RAILWAY AND COAL CO., LTD. xyxy=(1396,1029,1553,1041)
hotel-name: GRAND HOTEL, HASTINGS. xyxy=(629,182,771,194)
ad-body: MISS THACKERAY has resumed Tuition. Intending violin students will be interviewed at the Dresden on MONDAY and THURSDAY AFTERNOONS, and during the week at 4 Upland Road, Kelburne. xyxy=(836,512,1080,541)
subscription-list: Flying Handicap 3 sovs. Subscription—Jackson Stakes 5 sovs. Revised Weights (if necessary) Wanganui Cup. MONDAY, FEBRUARY 28th, 1910, at 9.30 p.m.—Final Payment Wanganui Cup 5 sovs. xyxy=(50,792,306,822)
classified-item: WANTED, Oilskin wearers to send for samples "Coo-Ear" Oilskin Varnish. xyxy=(1094,1177,1338,1205)
today-left: TO-DAY, xyxy=(50,271,122,291)
classified-item: WANTED—To Furniture Buyers—Attend Braithwaite's Auction Sales daily. xyxy=(1094,1099,1338,1127)
company-name-suffix: & CO., xyxy=(930,722,986,742)
second-day-date: SATURDAY, 5th MARCH, 1910. xyxy=(122,610,234,619)
ad-body: Opp. Government Railway Station and Junction of City Tramways, and adjoining Parliamentary Buildings. Every Modern Convenience. xyxy=(320,765,564,784)
ad-body: WITH FLESH FISH OR FOWL xyxy=(1400,415,1548,427)
ad-body: THE ANGLERS' PARADISE. The Finest Coaching Trip in New Zealand—Mountain, Bush, River, and Waterfall Scenery en route. COACHES leave NAPIER Monday and Thursday, 6.30 a.m.; arrive Tarawera 1 p.m. xyxy=(320,414,564,444)
classified-item: WANTED Known—That Messrs. Patterson, Seedsmen, supply Bulbs of the choicest description. xyxy=(1094,867,1338,895)
ad-body: has resumed teaching, and will take pupils at her Studio, 121 Willis Street. xyxy=(836,664,1080,683)
classified-item: WANTED Known—Pattersons, Seedsmen, Nurserymen. xyxy=(1094,1061,1338,1079)
company-address: 58, 60, 62 VICTORIA ST. xyxy=(900,1329,1016,1340)
secretary-line: W. HALL, Secretary. P.O. Box 15, Wanganui. xyxy=(102,876,253,885)
hotel-name: CLYDE COURT PRIVATE HOTEL, Corner CLYDE QUAY AND VICTORIA STREET. xyxy=(321,1042,563,1066)
